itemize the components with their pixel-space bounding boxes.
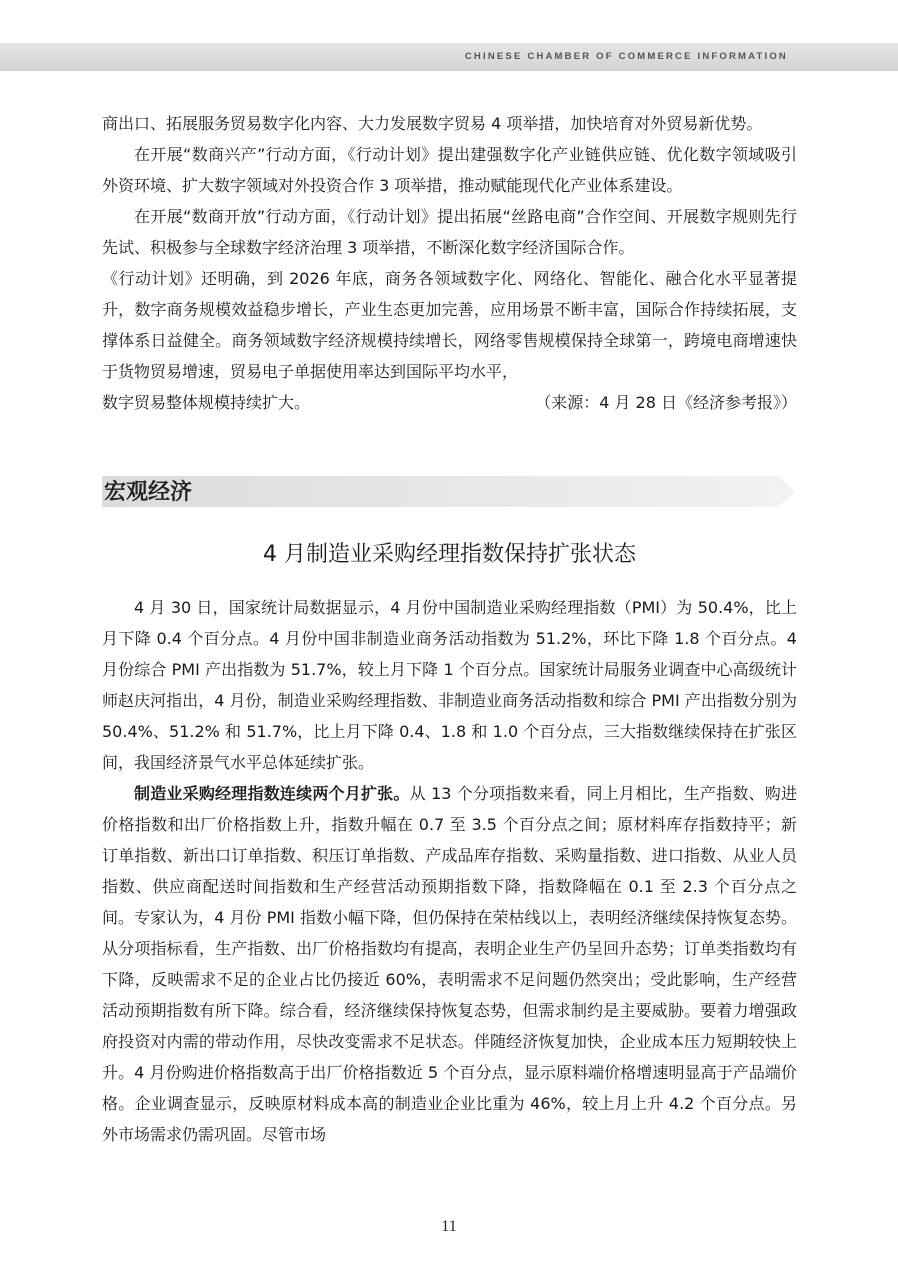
- paragraph: [102, 778, 797, 1150]
- paragraph-body: 从 13 个分项指数来看，同上月相比，生产指数、购进价格指数和出厂价格指数上升，指数升幅在 0.7 至 3.5 个百分点之间；原材料库存指数持平；新订单指数、新出口订单指数、积压订单指数、产成品库存指数、采购量指数、进口指数、从业人员指数、供应商配送时间指数和生产经营活动预期指数下降，指数降幅在 0.1 至 2.3 个百分点之间。专家认为，4 月份 PMI 指数小幅下降，但仍保持在荣枯线以上，表明经济继续保持恢复态势。从分项指标看，生产指数、出厂价格指数均有提高，表明企业生产仍呈回升态势；订单类指数均有下降，反映需求不足的企业占比仍接近 60%，表明需求不足问题仍然突出；受此影响，生产经营活动预期指数有所下降。综合看，经济继续保持恢复态势，但需求制约是主要威胁。要着力增强政府投资对内需的带动作用，尽快改变需求不足状态。伴随经济恢复加快，企业成本压力短期较快上升。4 月份购进价格指数高于出厂价格指数近 5 个百分点，显示原料端价格增速明显高于产品端价格。企业调查显示，反映原材料成本高的制造业企业比重为 46%，较上月上升 4.2 个百分点。另外市场需求仍需巩固。尽管市场: [102, 784, 797, 1144]
- article-body: [102, 592, 797, 1150]
- top-section: [102, 108, 797, 418]
- paragraph-lead: 制造业采购经理指数连续两个月扩张。: [134, 784, 410, 803]
- page-number: 11: [441, 1218, 457, 1235]
- section-header-bar: [102, 476, 795, 507]
- paragraph: 《行动计划》还明确，到 2026 年底，商务各领域数字化、网络化、智能化、融合化水平显著提升，数字商务规模效益稳步增长，产业生态更加完善，应用场景不断丰富，国际合作持续拓展，支撑体系日益健全。商务领域数字经济规模持续增长，网络零售规模保持全球第一，跨境电商增速快于货物贸易增速，贸易电子单据使用率达到国际平均水平，: [102, 269, 797, 381]
- section-title: 宏观经济: [104, 479, 193, 505]
- header-publication-title: CHINESE CHAMBER OF COMMERCE INFORMATION: [464, 51, 788, 62]
- paragraph: 在开展“数商开放”行动方面，《行动计划》提出拓展“丝路电商”合作空间、开展数字规则先行先试、积极参与全球数字经济治理 3 项举措，不断深化数字经济国际合作。: [102, 207, 797, 257]
- paragraph: 在开展“数商兴产”行动方面，《行动计划》提出建强数字化产业链供应链、优化数字领域吸引外资环境、扩大数字领域对外投资合作 3 项举措，推动赋能现代化产业体系建设。: [102, 145, 797, 195]
- article-title: 4 月制造业采购经理指数保持扩张状态: [263, 542, 636, 567]
- source-line: [102, 387, 797, 418]
- paragraph: 商出口、拓展服务贸易数字化内容、大力发展数字贸易 4 项举措，加快培育对外贸易新优势。: [102, 114, 763, 133]
- paragraph-last-line: 数字贸易整体规模持续扩大。: [102, 393, 311, 412]
- paragraph: 4 月 30 日，国家统计局数据显示，4 月份中国制造业采购经理指数（PMI）为 50.4%，比上月下降 0.4 个百分点。4 月份中国非制造业商务活动指数为 51.2%，环比下降 1.8 个百分点。4 月份综合 PMI 产出指数为 51.7%，较上月下降 1 个百分点。国家统计局服务业调查中心高级统计师赵庆河指出，4 月份，制造业采购经理指数、非制造业商务活动指数和综合 PMI 产出指数分别为 50.4%、51.2% 和 51.7%，比上月下降 0.4、1.8 和 1.0 个百分点，三大指数继续保持在扩张区间，我国经济景气水平总体延续扩张。: [102, 598, 797, 772]
- source-citation: （来源：4 月 28 日《经济参考报》）: [535, 393, 797, 412]
